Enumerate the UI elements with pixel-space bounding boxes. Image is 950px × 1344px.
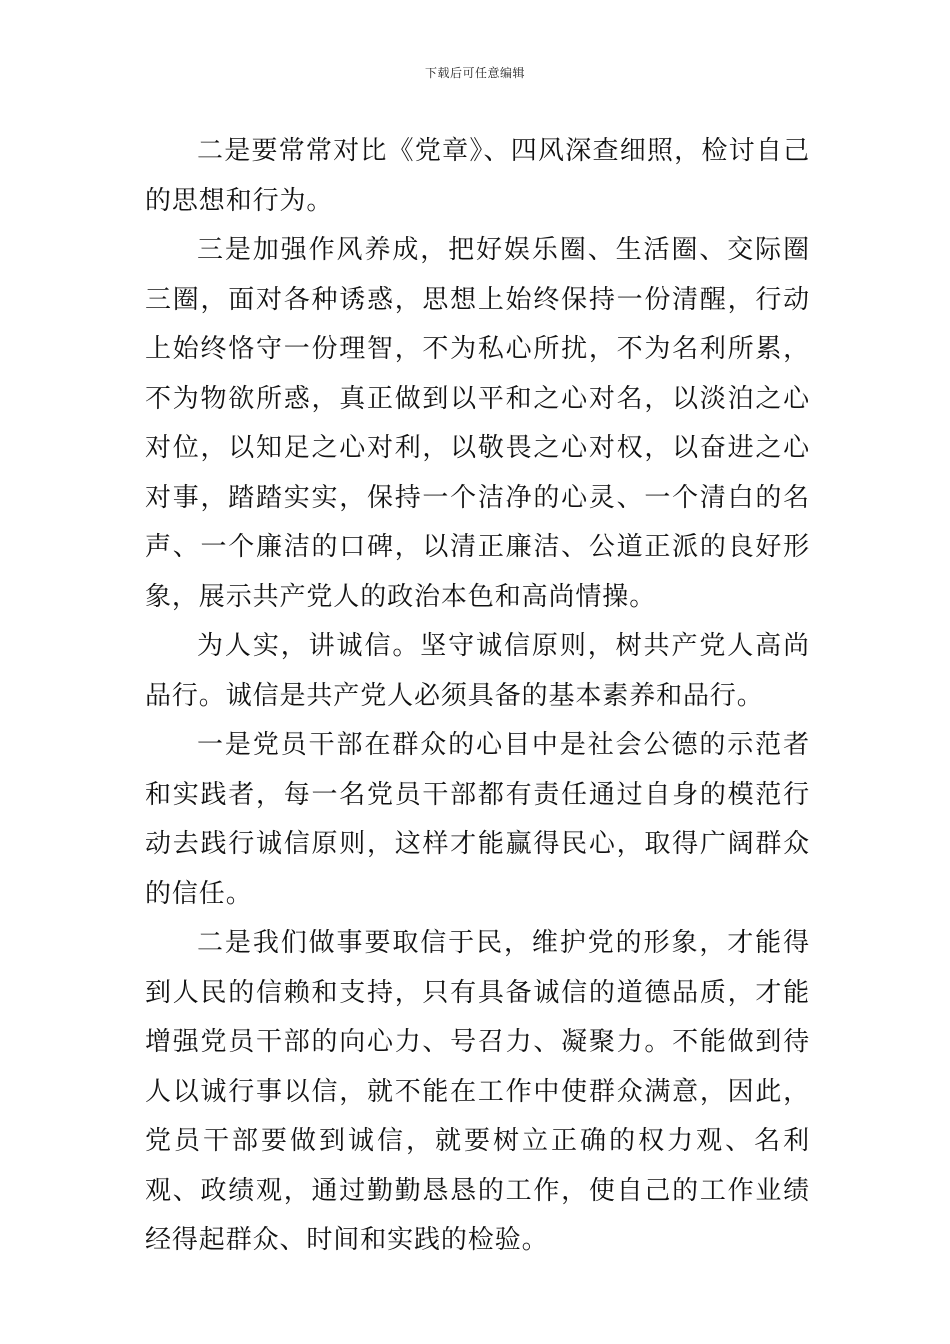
paragraph: 二是要常常对比《党章》、四风深查细照，检讨自己的思想和行为。 [145, 136, 810, 216]
document-body [145, 127, 810, 1266]
page-header: 下载后可任意编辑 [424, 66, 525, 80]
paragraph: 一是党员干部在群众的心目中是社会公德的示范者和实践者，每一名党员干部都有责任通过自身的模范行动去践行诚信原则，这样才能赢得民心，取得广阔群众的信任。 [145, 730, 810, 909]
paragraph: 三是加强作风养成，把好娱乐圈、生活圈、交际圈三圈，面对各种诱惑，思想上始终保持一份清醒，行动上始终恪守一份理智，不为私心所扰，不为名利所累，不为物欲所惑，真正做到以平和之心对名，以淡泊之心对位，以知足之心对利，以敬畏之心对权，以奋进之心对事，踏踏实实，保持一个洁净的心灵、一个清白的名声、一个廉洁的口碑，以清正廉洁、公道正派的良好形象，展示共产党人的政治本色和高尚情操。 [145, 235, 810, 612]
paragraph: 二是我们做事要取信于民，维护党的形象，才能得到人民的信赖和支持，只有具备诚信的道德品质，才能增强党员干部的向心力、号召力、凝聚力。不能做到待人以诚行事以信，就不能在工作中使群众满意，因此，党员干部要做到诚信，就要树立正确的权力观、名利观、政绩观，通过勤勤恳恳的工作，使自己的工作业绩经得起群众、时间和实践的检验。 [145, 928, 810, 1255]
paragraph: 为人实，讲诚信。坚守诚信原则，树共产党人高尚品行。诚信是共产党人必须具备的基本素养和品行。 [145, 631, 810, 711]
